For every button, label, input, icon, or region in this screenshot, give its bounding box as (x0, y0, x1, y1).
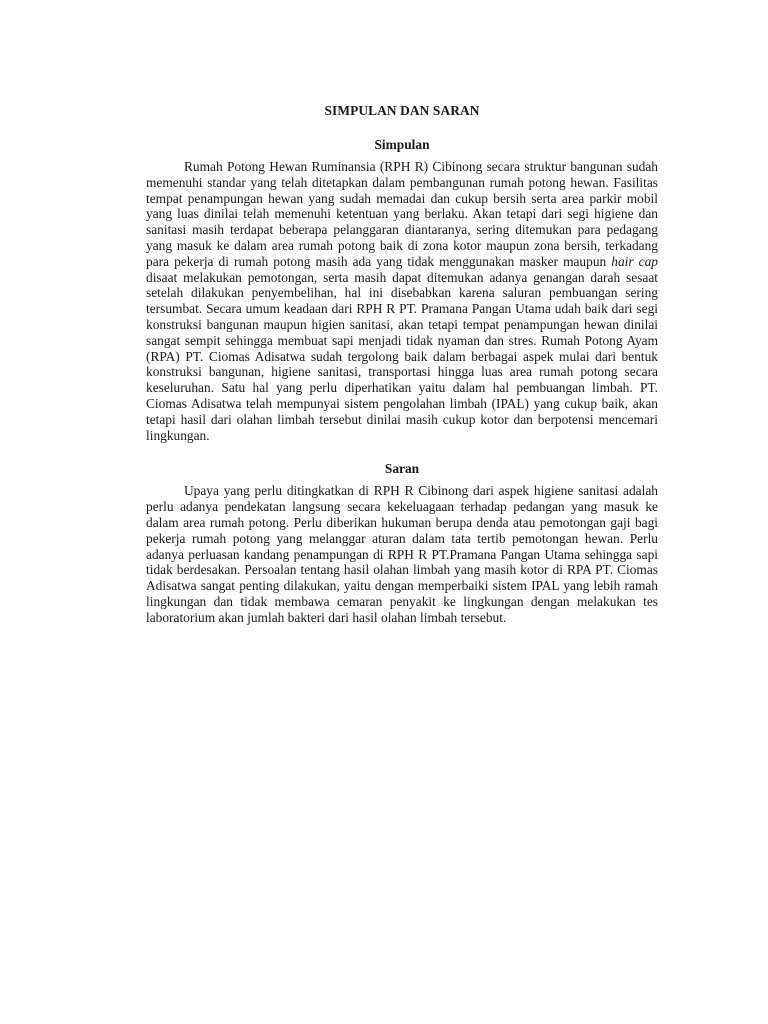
section-simpulan (146, 136, 658, 443)
document-page (146, 102, 658, 626)
section-heading-simpulan: Simpulan (374, 137, 430, 152)
section-heading-saran: Saran (384, 461, 420, 477)
section-spacer (146, 443, 658, 460)
paragraph-saran: Upaya yang perlu ditingkatkan di RPH R Cibinong dari aspek higiene sanitasi adalah perlu adanya pendekatan langsung secara kekeluagaan terhadap pedangan yang masuk ke dalam area rumah potong. Perlu diberikan hukuman berupa denda atau pemotongan gaji bagi pekerja rumah potong yang melanggar aturan dalam tata tertib pemotongan hewan. Perlu adanya perluasan kandang penampungan di RPH R PT.Pramana Pangan Utama sehingga sapi tidak berdesakan. Persoalan tentang hasil olahan limbah yang masih kotor di RPA PT. Ciomas Adisatwa sangat penting dilakukan, yaitu dengan memperbaiki sistem IPAL yang lebih ramah lingkungan dan tidak membawa cemaran penyakit ke lingkungan dengan melakukan tes laboratorium akan jumlah bakteri dari hasil olahan limbah tersebut. (146, 483, 658, 625)
paragraph-text-part: disaat melakukan pemotongan, serta masih dapat ditemukan adanya genangan darah sesaat setelah dilakukan penyembelihan, hal ini disebabkan karena saluran pembuangan sering tersumbat. Secara umum keadaan dari RPH R PT. Pramana Pangan Utama udah baik dari segi konstruksi bangunan maupun higien sanitasi, akan tetapi tempat penampungan hewan dinilai sangat sempit sehingga membuat sapi menjadi tidak nyaman dan stres. Rumah Potong Ayam (RPA) PT. Ciomas Adisatwa sudah tergolong baik dalam berbagai aspek mulai dari bentuk konstruksi bangunan, higiene sanitasi, transportasi hingga luas area rumah potong secara keseluruhan. Satu hal yang perlu diperhatikan yaitu dalam hal pembuangan limbah. PT. Ciomas Adisatwa telah mempunyai sistem pengolahan limbah (IPAL) yang cukup baik, akan tetapi hasil dari olahan limbah tersebut dinilai masih cukup kotor dan berpotensi mencemari lingkungan. (146, 269, 658, 443)
page-title: SIMPULAN DAN SARAN (324, 103, 480, 118)
section-saran (146, 460, 658, 625)
paragraph-simpulan (146, 159, 658, 443)
italic-term: hair cap (611, 253, 658, 269)
paragraph-text-part: Rumah Potong Hewan Ruminansia (RPH R) Cibinong secara struktur bangunan sudah memenuhi standar yang telah ditetapkan dalam pembangunan rumah potong hewan. Fasilitas tempat penampungan hewan yang sudah memadai dan cukup bersih serta area parkir mobil yang luas dinilai telah memenuhi ketentuan yang berlaku. Akan tetapi dari segi higiene dan sanitasi masih terdapat beberapa pelanggaran diantaranya, sering ditemukan para pedagang yang masuk ke dalam area rumah potong baik di zona kotor maupun zona bersih, terkadang para pekerja di rumah potong masih ada yang tidak menggunakan masker maupun (146, 159, 658, 269)
